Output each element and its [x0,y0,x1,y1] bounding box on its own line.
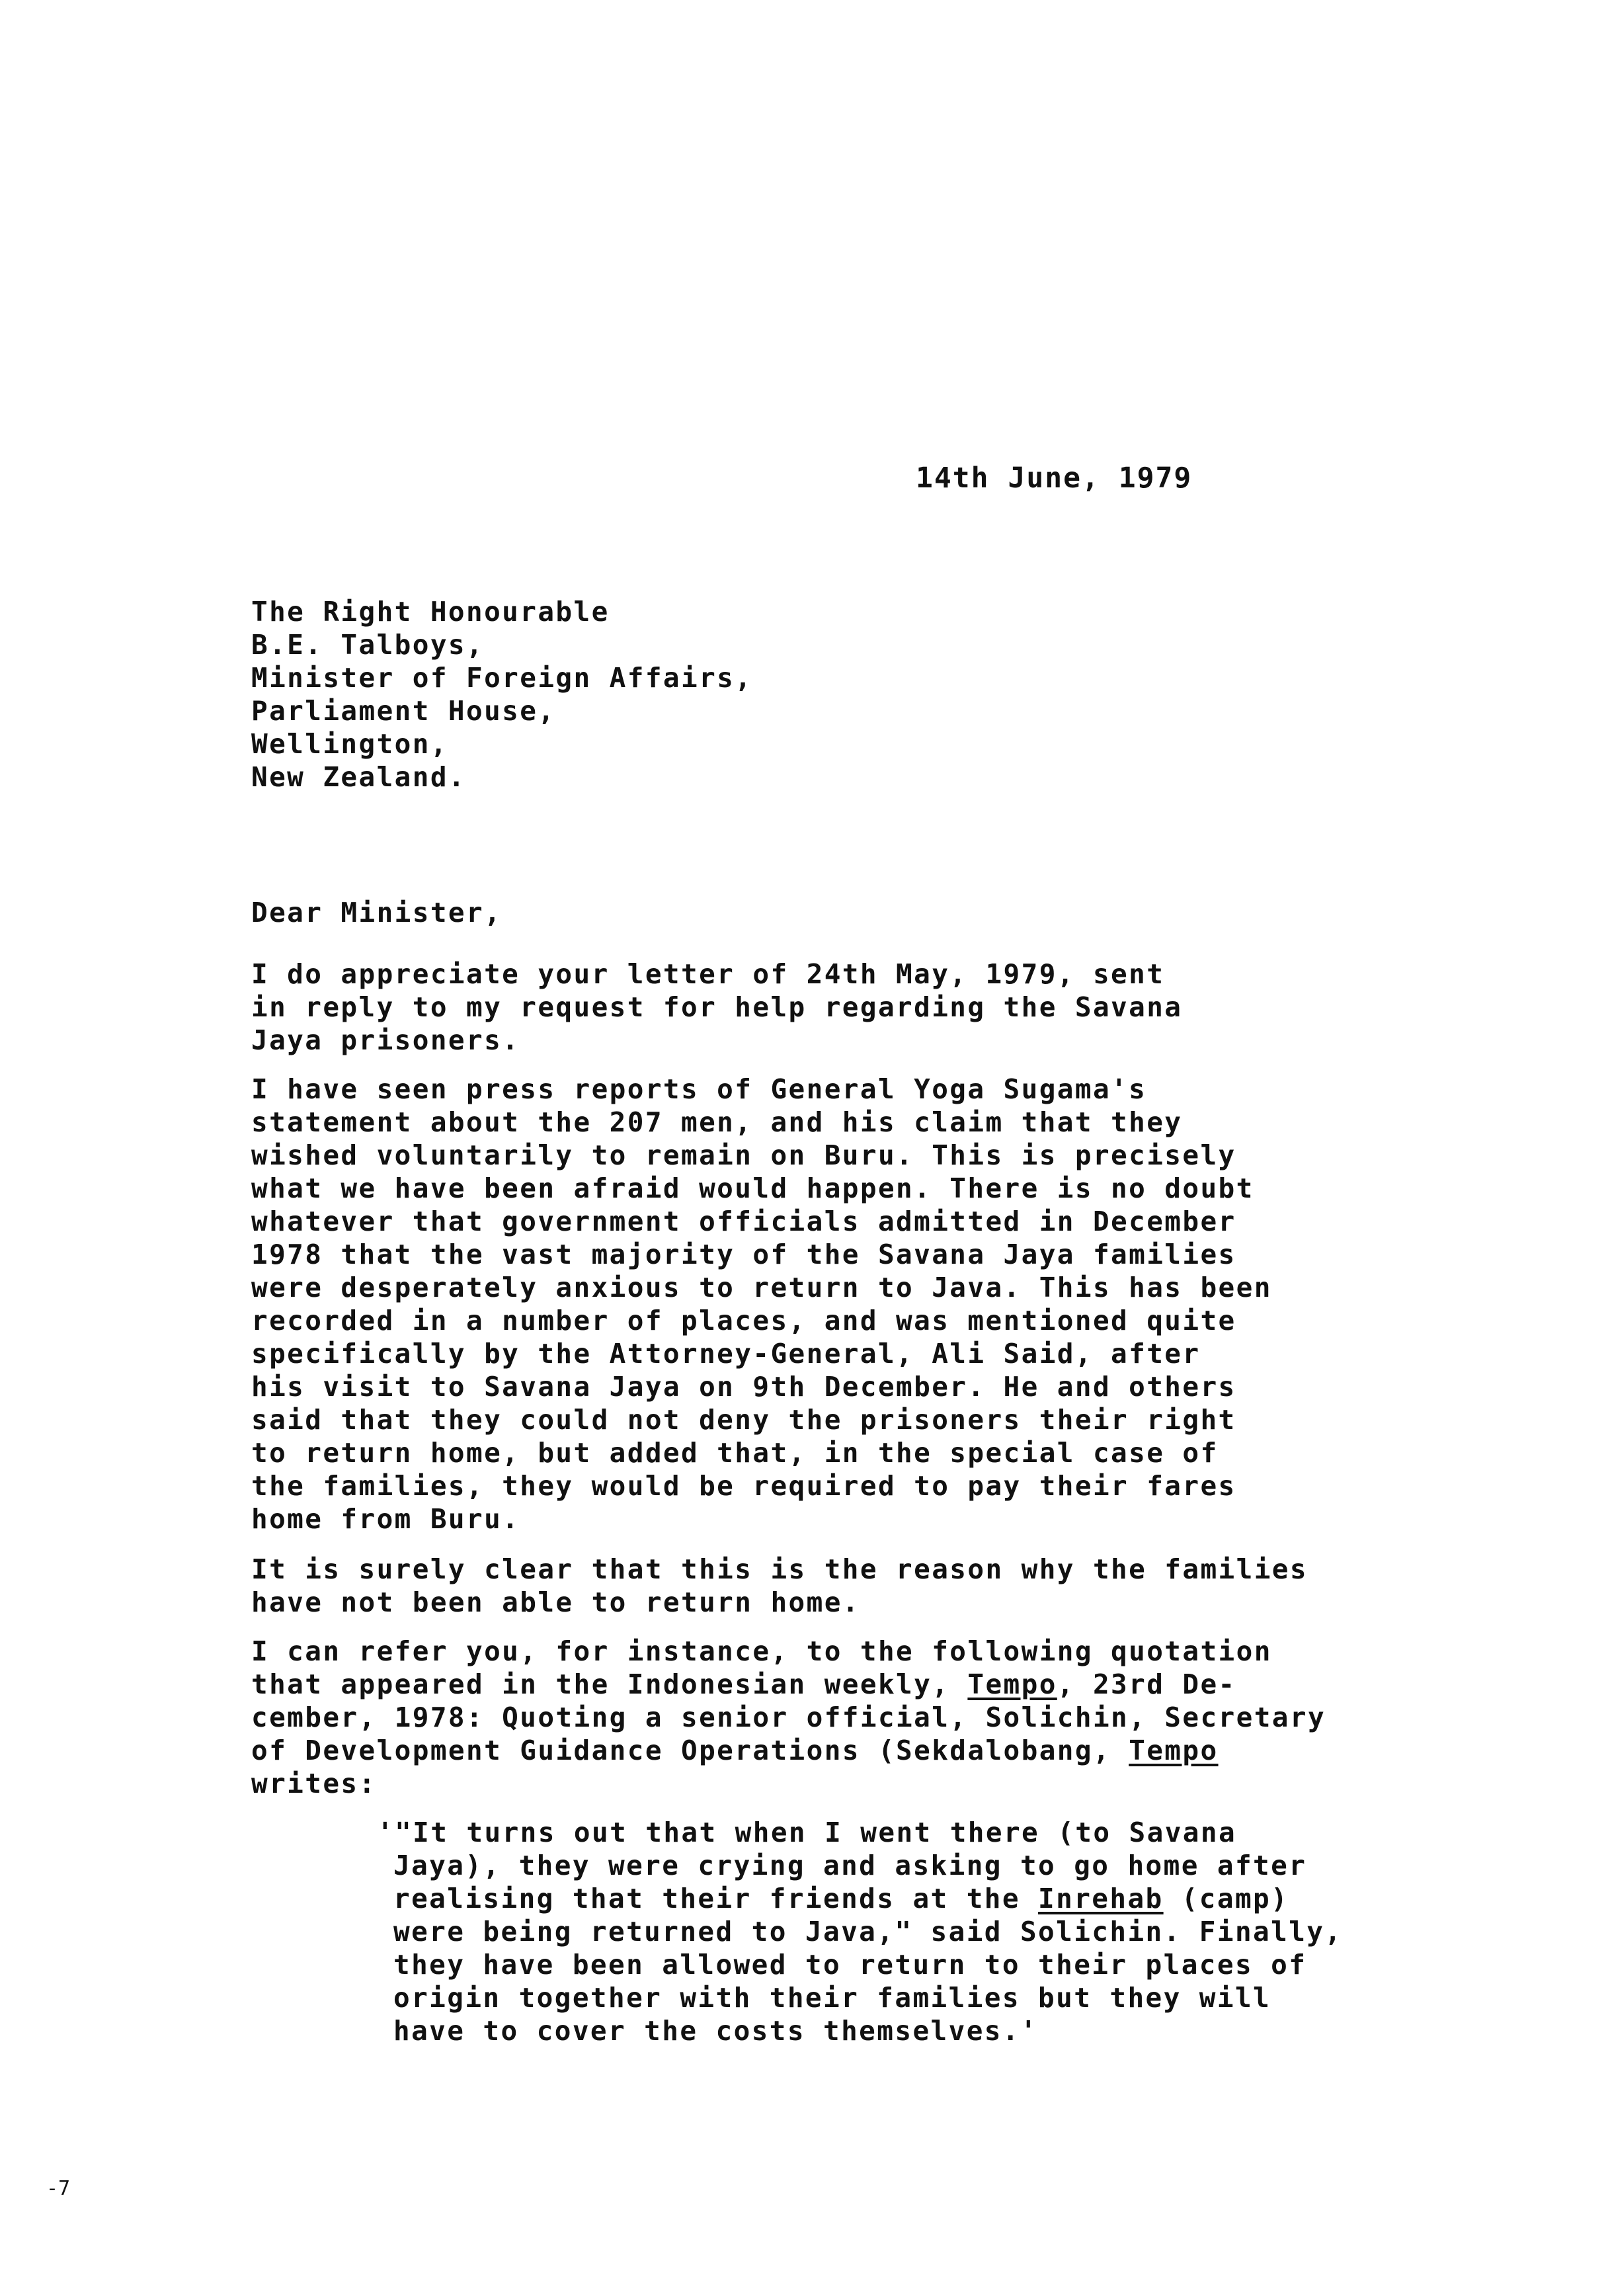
body-line: to return home, but added that, in the special case of [251,1437,1219,1469]
body-line: the families, they would be required to pay their fares [251,1470,1236,1502]
address-line: Parliament House, [251,695,556,727]
body-line [251,1734,1219,1767]
body-line: whatever that government officials admitted in December [251,1206,1236,1237]
body-line: specifically by the Attorney-General, Ali Said, after [251,1338,1201,1370]
address-line: B.E. Talboys, [251,629,485,661]
quote-line: origin together with their families but they will [393,1982,1271,2014]
address-line: New Zealand. [251,761,467,793]
quote-line [393,1882,1289,1915]
body-line: in reply to my request for help regarding the Savana [251,991,1183,1023]
quote-line: '"It turns out that when I went there (to Savana [377,1817,1237,1848]
body-line: I have seen press reports of General Yoga Sugama's [251,1073,1147,1105]
publication-name: Tempo [967,1668,1057,1700]
body-text: realising that their friends at the [393,1883,1039,1914]
letter-date: 14th June, 1979 [916,462,1193,495]
camp-name: Inrehab [1038,1883,1164,1914]
body-line: have not been able to return home. [251,1586,860,1618]
body-text: , 23rd De- [1057,1668,1236,1700]
quote-line: they have been allowed to return to their places of [393,1949,1307,1981]
publication-name: Tempo [1129,1735,1219,1766]
address-line: Wellington, [251,728,448,760]
body-line [251,1668,1236,1701]
body-line: 1978 that the vast majority of the Savana Jaya families [251,1239,1236,1270]
address-line: Minister of Foreign Affairs, [251,662,753,694]
body-line: Jaya prisoners. [251,1024,520,1056]
quote-line: were being returned to Java," said Solichin. Finally, [393,1916,1343,1948]
body-line: It is surely clear that this is the reason why the families [251,1553,1308,1585]
body-text: of Development Guidance Operations (Sekdalobang, [251,1735,1129,1766]
body-text: (camp) [1163,1883,1289,1914]
body-line: cember, 1978: Quoting a senior official, Solichin, Secretary [251,1702,1326,1733]
quote-line: Jaya), they were crying and asking to go home after [393,1850,1307,1881]
body-line: wished voluntarily to remain on Buru. This is precisely [251,1139,1236,1171]
body-line: I can refer you, for instance, to the following quotation [251,1635,1272,1667]
body-line: were desperately anxious to return to Java. This has been [251,1272,1272,1303]
body-line: home from Buru. [251,1503,520,1535]
body-line: I do appreciate your letter of 24th May, 1979, sent [251,958,1165,990]
body-line: said that they could not deny the prisoners their right [251,1404,1236,1436]
body-line: his visit to Savana Jaya on 9th December. He and others [251,1371,1236,1403]
address-line: The Right Honourable [251,596,610,628]
page-mark: -7 [46,2177,71,2200]
body-line: what we have been afraid would happen. There is no doubt [251,1172,1254,1204]
body-line: recorded in a number of places, and was mentioned quite [251,1305,1236,1336]
body-line: writes: [251,1768,377,1799]
salutation: Dear Minister, [251,897,502,928]
body-text: that appeared in the Indonesian weekly, [251,1668,968,1700]
body-line: statement about the 207 men, and his claim that they [251,1106,1183,1138]
quote-line: have to cover the costs themselves.' [393,2015,1039,2047]
